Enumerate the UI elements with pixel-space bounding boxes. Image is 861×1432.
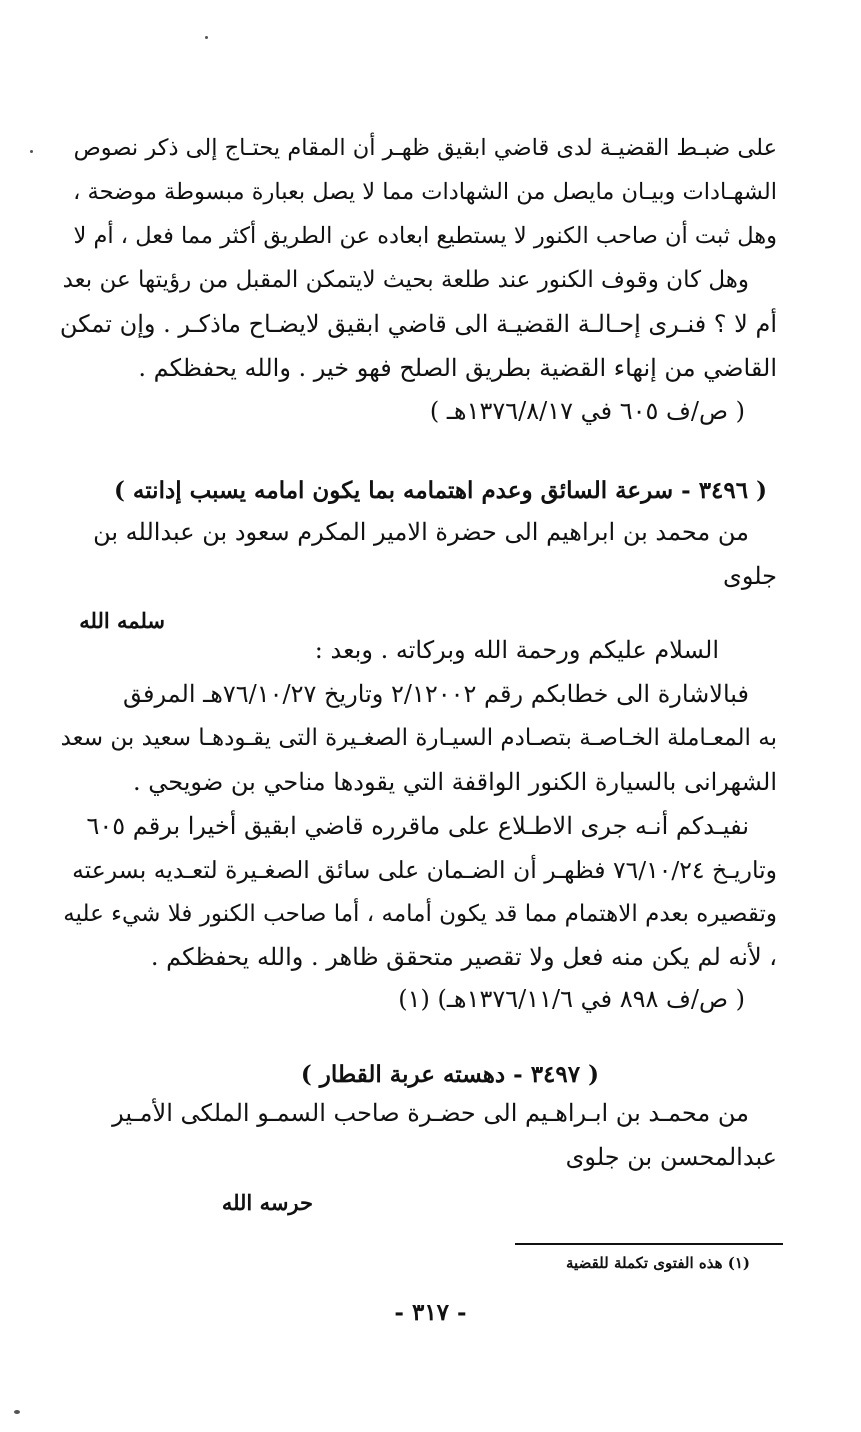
fatwa-3496-body-line-4: نفيـدكم أنـه جرى الاطـلاع على ماقرره قاضي ابقيق أخيرا برقم ٦٠٥	[86, 812, 749, 840]
fatwa-3496-body-line-3: الشهرانى بالسيارة الكنور الواقفة التي يقودها مناحي بن ضويحي .	[132, 768, 777, 796]
continuation-line-3: وهل ثبت أن صاحب الكنور لا يستطيع ابعاده عن الطريق أكثر مما فعل ، أم لا	[73, 223, 777, 249]
fatwa-3496-body-line-2: به المعـاملة الخـاصـة بتصـادم السيـارة الصغـيرة التى يقـودهـا سعيد بن سعد	[60, 725, 777, 751]
continuation-line-5: أم لا ؟ فنـرى إحـالـة القضيـة الى قاضي ابقيق لايضـاح ماذكـر . وإن تمكن	[59, 310, 777, 338]
fatwa-3496-reference: ( ص/ف ٨٩٨ في ١٣٧٦/١١/٦هـ) (١)	[398, 985, 745, 1013]
continuation-line-6: القاضي من إنهاء القضية بطريق الصلح فهو خير . والله يحفظكم .	[138, 354, 777, 382]
fatwa-3497-greeting: حرسه الله	[221, 1190, 313, 1215]
continuation-reference: ( ص/ف ٦٠٥ في ١٣٧٦/٨/١٧هـ )	[429, 397, 745, 425]
fatwa-3496-from-line-2: جلوى	[723, 562, 777, 590]
fatwa-3497-from-line-1: من محمـد بن ابـراهـيم الى حضـرة صاحب السمـو الملكى الأمـير	[112, 1099, 749, 1127]
fatwa-3496-body-line-1: فبالاشارة الى خطابكم رقم ٢/١٢٠٠٢ وتاريخ ٧٦/١٠/٢٧هـ المرفق	[122, 680, 749, 708]
scan-speck	[205, 36, 208, 39]
footnote: (١) هذه الفتوى تكملة للقضية	[566, 1254, 750, 1272]
fatwa-3496-from-line-1: من محمد بن ابراهيم الى حضرة الامير المكرم سعود بن عبدالله بن	[93, 518, 749, 546]
continuation-line-4: وهل كان وقوف الكنور عند طلعة بحيث لايتمكن المقبل من رؤيتها عن بعد	[62, 267, 749, 293]
page-number: - ٣١٧ -	[394, 1299, 467, 1326]
fatwa-3497-heading: ( ٣٤٩٧ - دهسته عربة القطار )	[300, 1061, 599, 1088]
fatwa-3497-from-line-2: عبدالمحسن بن جلوى	[565, 1143, 777, 1171]
fatwa-3496-salutation: السلام عليكم ورحمة الله وبركاته . وبعد :	[314, 636, 719, 664]
continuation-line-2: الشهـادات وبيـان مايصل من الشهادات مما لا يصل بعبارة مبسوطة موضحة ،	[73, 179, 777, 205]
fatwa-3496-body-line-7: ، لأنه لم يكن منه فعل ولا تقصير متحقق ظاهر . والله يحفظكم .	[150, 943, 777, 971]
fatwa-3496-body-line-6: وتقصيره بعدم الاهتمام مما قد يكون أمامه ، أما صاحب الكنور فلا شيء عليه	[63, 901, 777, 927]
scan-speck	[30, 150, 33, 153]
footnote-divider	[515, 1243, 783, 1245]
scan-speck	[14, 1410, 20, 1414]
fatwa-3496-greeting: سلمه الله	[79, 608, 165, 633]
fatwa-3496-body-line-5: وتاريـخ ٧٦/١٠/٢٤ فظهـر أن الضـمان على سائق الصغـيرة لتعـديه بسرعته	[72, 856, 777, 884]
fatwa-3496-heading: ( ٣٤٩٦ - سرعة السائق وعدم اهتمامه بما يكون امامه يسبب إدانته )	[114, 477, 767, 504]
continuation-line-1: على ضبـط القضيـة لدى قاضي ابقيق ظهـر أن المقام يحتـاج إلى ذكر نصوص	[73, 135, 777, 161]
